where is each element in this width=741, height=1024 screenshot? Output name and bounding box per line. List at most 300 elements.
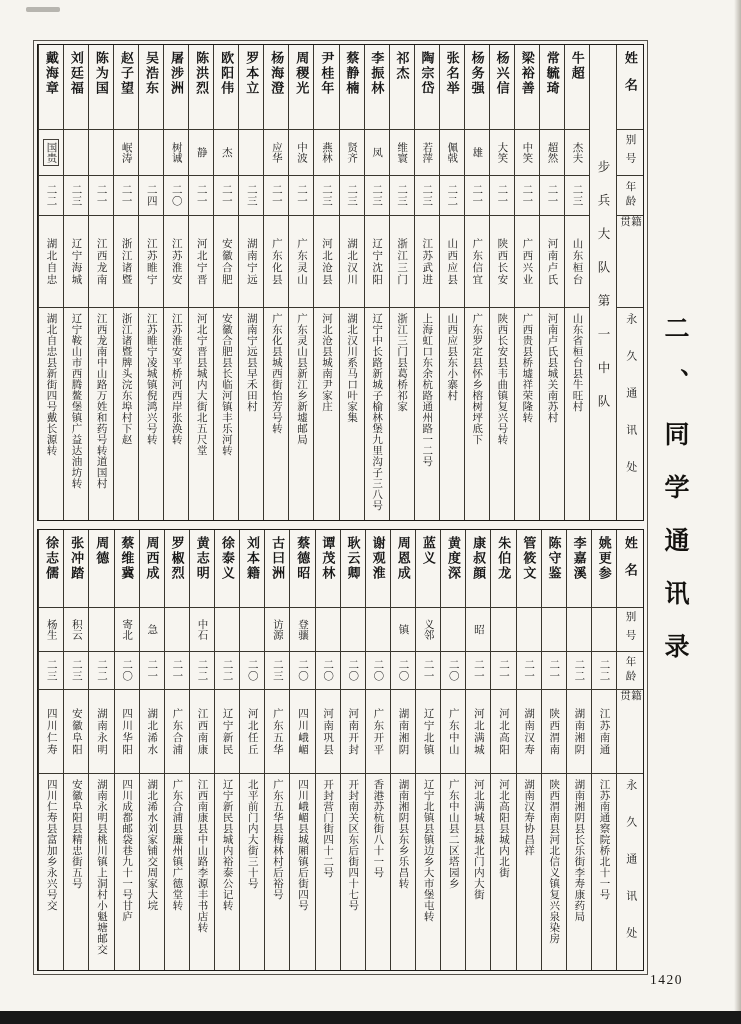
person-address-cell: [415, 308, 439, 520]
person-age: 二一: [472, 659, 484, 682]
person-alias: 访源: [271, 619, 283, 640]
person-age-cell: [366, 652, 390, 690]
person-address-cell: [139, 308, 163, 520]
person-age-cell: [390, 176, 414, 216]
person-address: 广西贵县桥墟祥荣隆转: [521, 313, 533, 423]
person-native-cell: [314, 216, 338, 308]
roster-table-top: [37, 44, 644, 521]
person-native-cell: [139, 216, 163, 308]
person-alias-cell: [89, 608, 113, 652]
person-name: 杨兴信: [494, 51, 510, 96]
person-alias-cell: [164, 130, 188, 176]
person-name-cell: [491, 530, 515, 608]
person-alias-cell: [540, 130, 564, 176]
person-age: 二一: [497, 659, 509, 682]
person-column: [591, 530, 616, 970]
person-column: [465, 530, 490, 970]
person-column: [315, 530, 340, 970]
person-address-cell: [215, 774, 239, 970]
person-address-cell: [115, 774, 139, 970]
person-name: 牛超: [569, 51, 585, 81]
person-age-cell: [89, 652, 113, 690]
person-native: 河北沧县: [321, 237, 333, 286]
person-age: 二三: [70, 659, 82, 682]
person-column: [214, 530, 239, 970]
person-name: 屠涉洲: [169, 51, 185, 96]
header-age-cell: [617, 176, 643, 216]
person-address: 辽宁鞍山市西腾鳌堡镇广益达油坊转: [70, 313, 82, 489]
person-age: 二三: [271, 659, 283, 682]
person-native-cell: [189, 216, 213, 308]
person-column: [514, 45, 539, 520]
page-number: 1420: [650, 972, 683, 987]
person-age: 二一: [422, 659, 434, 682]
person-alias: 凤: [371, 147, 383, 158]
person-name: 李嘉溪: [571, 536, 587, 581]
person-alias-cell: [341, 608, 365, 652]
person-column: [213, 45, 238, 520]
person-alias-cell: [264, 130, 288, 176]
person-name: 陈为国: [93, 51, 109, 96]
person-age: 二一: [195, 184, 207, 207]
person-age: 二一: [471, 184, 483, 207]
person-column: [340, 530, 365, 970]
person-name: 周西成: [144, 536, 160, 581]
person-alias-cell: [115, 608, 139, 652]
person-age-cell: [64, 176, 88, 216]
person-alias: 中波: [295, 142, 307, 163]
person-age: 二一: [270, 184, 282, 207]
person-column: [163, 45, 188, 520]
person-alias-cell: [316, 608, 340, 652]
person-native: 山西应县: [446, 237, 458, 286]
person-age: 二一: [546, 184, 558, 207]
person-name: 黄度深: [446, 536, 461, 581]
person-native-cell: [140, 690, 164, 774]
person-age: 二一: [120, 184, 132, 207]
person-address: 开封南关区东后街四十七号: [347, 779, 359, 911]
person-address: 开封营门街四十二号: [322, 779, 334, 878]
person-name-cell: [64, 45, 88, 130]
person-name-cell: [265, 530, 289, 608]
person-native-cell: [340, 216, 364, 308]
person-name: 赵子望: [118, 51, 134, 96]
person-native-cell: [440, 216, 464, 308]
header-alias-label: 别号: [624, 134, 636, 171]
person-age-cell: [540, 176, 564, 216]
person-alias-cell: [290, 608, 314, 652]
person-native-cell: [214, 216, 238, 308]
person-column: [365, 530, 390, 970]
person-age: 二二: [598, 659, 610, 682]
person-alias-cell: [190, 608, 214, 652]
person-name-cell: [240, 530, 264, 608]
person-native: 河南卢氏: [546, 237, 558, 286]
person-age: 二三: [371, 184, 383, 207]
person-name: 蔡德昭: [295, 536, 311, 581]
person-address: 湖南湘阴县长乐街李寿康药局: [573, 779, 585, 922]
person-name-cell: [89, 45, 113, 130]
person-age: 二二: [573, 659, 585, 682]
person-name-cell: [341, 530, 365, 608]
person-native-cell: [366, 690, 390, 774]
person-age: 二二: [196, 659, 208, 682]
roster-table-bottom: [37, 529, 644, 971]
person-native: 陕西长安: [496, 237, 508, 286]
person-native-cell: [316, 690, 340, 774]
person-native-cell: [565, 216, 589, 308]
person-address: 湖北汉川系马口叶家集: [346, 313, 358, 423]
header-native-cell: [617, 690, 643, 774]
person-address-cell: [365, 308, 389, 520]
person-native: 广东开平: [372, 707, 384, 756]
person-native: 浙江诸暨: [120, 237, 132, 286]
person-native-cell: [517, 690, 541, 774]
person-address: 江苏睢宁凌城镇倪鸿兴号转: [145, 313, 157, 445]
person-age: 二一: [521, 184, 533, 207]
person-native-cell: [39, 216, 63, 308]
person-alias-cell: [314, 130, 338, 176]
person-native: 江苏武进: [421, 237, 433, 286]
person-age-cell: [114, 176, 138, 216]
person-address-cell: [289, 308, 313, 520]
person-age-cell: [189, 176, 213, 216]
person-name-cell: [39, 530, 63, 608]
person-native: 辽宁沈阳: [371, 237, 383, 286]
person-native: 广东信宜: [471, 237, 483, 286]
person-column: [138, 45, 163, 520]
person-column: [541, 530, 566, 970]
person-age-cell: [165, 652, 189, 690]
person-age-cell: [264, 176, 288, 216]
person-alias-cell: [89, 130, 113, 176]
person-age: 二〇: [447, 659, 459, 682]
person-age: 二一: [295, 184, 307, 207]
person-age: 二二: [446, 184, 458, 207]
person-alias-cell: [114, 130, 138, 176]
person-native-cell: [115, 690, 139, 774]
person-age: 二一: [171, 659, 183, 682]
person-address-cell: [214, 308, 238, 520]
person-address: 安徽阜阳县精忠街五号: [70, 779, 82, 889]
person-name: 古曰洲: [270, 536, 286, 581]
person-age: 二一: [220, 184, 232, 207]
person-address-cell: [316, 774, 340, 970]
person-column: [263, 45, 288, 520]
person-address-cell: [89, 308, 113, 520]
person-native: 湖南宁远: [245, 237, 257, 286]
scan-edge-bottom: [0, 1011, 741, 1024]
person-native-cell: [190, 690, 214, 774]
person-address-cell: [240, 774, 264, 970]
person-name-cell: [515, 45, 539, 130]
person-name: 康叔顔: [471, 536, 487, 581]
person-column: [289, 530, 314, 970]
person-address: 香港苏杭街八十一号: [372, 779, 384, 878]
person-address: 湖南永明县桃川镇上洞村小魁塘邮交: [95, 779, 107, 955]
person-address: 上海虹口东余杭路通州路一二号: [421, 313, 433, 467]
person-name: 周稷光: [294, 51, 310, 96]
person-address-cell: [567, 774, 591, 970]
header-alias-label: 别号: [624, 611, 636, 648]
person-alias: 大笑: [496, 142, 508, 163]
person-name: 杨海澄: [269, 51, 285, 96]
person-age: 二三: [245, 184, 257, 207]
person-alias: 中笑: [521, 142, 533, 163]
person-alias-cell: [289, 130, 313, 176]
person-age: 二二: [95, 659, 107, 682]
person-name-cell: [190, 530, 214, 608]
person-age: 二〇: [322, 659, 334, 682]
person-name: 蔡静楠: [344, 51, 360, 96]
person-name: 常毓琦: [544, 51, 560, 96]
person-native: 广东中山: [447, 707, 459, 756]
header-alias-cell: [617, 608, 643, 652]
person-alias: 中石: [196, 619, 208, 640]
person-alias: 贤齐: [346, 142, 358, 163]
person-native: 河南巩县: [322, 707, 334, 756]
person-name: 张冲踏: [69, 536, 85, 581]
person-age-cell: [39, 176, 63, 216]
person-address-cell: [314, 308, 338, 520]
person-name: 刘廷福: [68, 51, 84, 96]
person-age-cell: [164, 176, 188, 216]
person-alias-cell: [440, 130, 464, 176]
person-age-cell: [592, 652, 616, 690]
person-age: 二〇: [372, 659, 384, 682]
person-alias-cell: [215, 608, 239, 652]
person-name: 黄志明: [194, 536, 210, 581]
person-address: 河北沧县城南尹家庄: [321, 313, 333, 412]
person-native-cell: [290, 690, 314, 774]
person-native-cell: [540, 216, 564, 308]
person-age-cell: [441, 652, 465, 690]
person-name: 徐泰义: [219, 536, 235, 581]
header-age-label: 年龄: [624, 181, 636, 210]
person-age-cell: [39, 652, 63, 690]
person-column: [63, 530, 88, 970]
person-column: [164, 530, 189, 970]
person-alias: 维寰: [396, 142, 408, 163]
person-name: 管筱文: [521, 536, 537, 581]
person-name-cell: [340, 45, 364, 130]
person-native: 湖北自忠: [45, 237, 57, 286]
person-name-cell: [465, 45, 489, 130]
person-address-cell: [366, 774, 390, 970]
person-address: 广东罗定县怀乡榕树坪底下: [471, 313, 483, 445]
person-alias-cell: [139, 130, 163, 176]
person-alias-cell: [515, 130, 539, 176]
person-native: 浙江三门: [396, 237, 408, 286]
person-address: 广东中山县二区塔园乡: [447, 779, 459, 889]
person-address-cell: [416, 774, 440, 970]
header-column-top: [616, 45, 643, 520]
person-column: [189, 530, 214, 970]
person-column: [63, 45, 88, 520]
person-column: [440, 530, 465, 970]
person-alias-cell: [214, 130, 238, 176]
person-native: 河北宁晋: [195, 237, 207, 286]
person-alias-cell: [390, 130, 414, 176]
person-address-cell: [391, 774, 415, 970]
person-age-cell: [490, 176, 514, 216]
person-alias: 昭: [472, 624, 484, 635]
person-address: 辽宁中长路新城子榆林堡九里沟子三八号: [371, 313, 383, 511]
person-name: 蓝义: [420, 536, 436, 566]
person-native: 湖南永明: [95, 707, 107, 756]
person-alias: 寄北: [121, 619, 133, 640]
person-column: [439, 45, 464, 520]
person-name-cell: [140, 530, 164, 608]
person-native: 河南开封: [347, 707, 359, 756]
person-name-cell: [165, 530, 189, 608]
person-name: 梁裕善: [519, 51, 535, 96]
person-alias: 若萍: [421, 142, 433, 163]
person-age-cell: [517, 652, 541, 690]
person-name: 罗椒烈: [169, 536, 185, 581]
scan-edge-right: [734, 0, 741, 1024]
person-native: 山东桓台: [571, 237, 583, 286]
person-address: 江西龙南中山路万姓和药号转道国村: [95, 313, 107, 489]
person-alias-cell: [239, 130, 263, 176]
person-native: 广东化县: [270, 237, 282, 286]
person-address-cell: [340, 308, 364, 520]
scan-artifact: [26, 7, 60, 12]
person-name-cell: [115, 530, 139, 608]
person-name: 姚更参: [596, 536, 612, 581]
person-alias-cell: [416, 608, 440, 652]
person-name: 陈洪烈: [194, 51, 210, 96]
person-native: 四川峨嵋: [296, 707, 308, 756]
person-alias-cell: [140, 608, 164, 652]
header-name-cell: [617, 45, 643, 130]
person-address: 江西南康县中山路李源丰书店转: [196, 779, 208, 933]
person-address: 湖南汉寿协昌祥: [523, 779, 535, 856]
person-native-cell: [490, 216, 514, 308]
person-address-cell: [540, 308, 564, 520]
person-column: [564, 45, 589, 520]
person-name-cell: [415, 45, 439, 130]
person-native: 广西兴业: [521, 237, 533, 286]
person-column: [238, 45, 263, 520]
person-native: 辽宁北镇: [422, 707, 434, 756]
person-name: 蔡维冀: [119, 536, 135, 581]
person-age-cell: [239, 176, 263, 216]
person-column: [38, 530, 63, 970]
person-native-cell: [164, 216, 188, 308]
person-age: 二三: [421, 184, 433, 207]
person-alias: 佩戟: [446, 142, 458, 163]
person-alias: 静: [195, 147, 207, 158]
person-age: 二二: [221, 659, 233, 682]
person-column: [566, 530, 591, 970]
person-name-cell: [542, 530, 566, 608]
person-age-cell: [190, 652, 214, 690]
person-alias-cell: [39, 130, 63, 176]
person-name-cell: [517, 530, 541, 608]
person-age: 二〇: [296, 659, 308, 682]
person-address-cell: [290, 774, 314, 970]
person-address-cell: [114, 308, 138, 520]
person-alias-cell: [64, 608, 88, 652]
person-name-cell: [314, 45, 338, 130]
person-name-cell: [289, 45, 313, 130]
person-address-cell: [190, 774, 214, 970]
person-age-cell: [466, 652, 490, 690]
person-address: 山西应县东小寨村: [446, 313, 458, 401]
person-alias: 登骧: [296, 619, 308, 640]
person-alias: 义邻: [422, 619, 434, 640]
person-column: [389, 45, 414, 520]
unit-label: 步兵大队第一中队: [596, 160, 610, 428]
table-frame: [33, 40, 648, 975]
person-alias-cell: [491, 608, 515, 652]
person-alias: 杨生: [45, 619, 57, 640]
person-native-cell: [390, 216, 414, 308]
person-address-cell: [39, 774, 63, 970]
person-alias-cell: [240, 608, 264, 652]
person-name-cell: [390, 45, 414, 130]
person-native-cell: [264, 216, 288, 308]
person-column: [489, 45, 514, 520]
person-age-cell: [415, 176, 439, 216]
person-name-cell: [189, 45, 213, 130]
person-name: 谭茂林: [320, 536, 336, 581]
person-age-cell: [289, 176, 313, 216]
person-name-cell: [567, 530, 591, 608]
person-native-cell: [341, 690, 365, 774]
person-address-cell: [165, 774, 189, 970]
person-age: 二〇: [397, 659, 409, 682]
person-age-cell: [365, 176, 389, 216]
person-address: 山东省桓台县牛旺村: [571, 313, 583, 412]
person-address: 河北满城县城北门内大街: [472, 779, 484, 900]
person-name: 尹桂年: [319, 51, 335, 96]
header-address-cell: [617, 774, 643, 970]
person-name-cell: [490, 45, 514, 130]
person-native: 河北高阳: [497, 707, 509, 756]
person-native: 河北任丘: [246, 707, 258, 756]
person-column: [88, 45, 113, 520]
person-age-cell: [64, 652, 88, 690]
person-native: 陕西渭南: [548, 707, 560, 756]
person-address: 安徽合肥县长临河镇丰乐河转: [220, 313, 232, 456]
header-native-cell: [617, 216, 643, 308]
person-name: 李振林: [369, 51, 385, 96]
person-native: 辽宁海城: [70, 237, 82, 286]
person-alias: 杰夫: [571, 142, 583, 163]
person-native-cell: [114, 216, 138, 308]
person-name-cell: [365, 45, 389, 130]
person-alias: 积云: [70, 619, 82, 640]
person-name-cell: [416, 530, 440, 608]
person-name: 刘本籍: [245, 536, 260, 581]
person-age: 二〇: [347, 659, 359, 682]
person-name-cell: [264, 45, 288, 130]
person-column: [516, 530, 541, 970]
person-column: [114, 530, 139, 970]
person-address-cell: [517, 774, 541, 970]
person-native: 广东灵山: [295, 237, 307, 286]
person-native-cell: [265, 690, 289, 774]
person-alias-cell: [542, 608, 566, 652]
person-native: 广东合浦: [171, 707, 183, 756]
person-address-cell: [491, 774, 515, 970]
person-age: 二四: [145, 184, 157, 207]
person-native-cell: [465, 216, 489, 308]
person-alias: 岷涛: [120, 142, 132, 163]
person-age-cell: [391, 652, 415, 690]
